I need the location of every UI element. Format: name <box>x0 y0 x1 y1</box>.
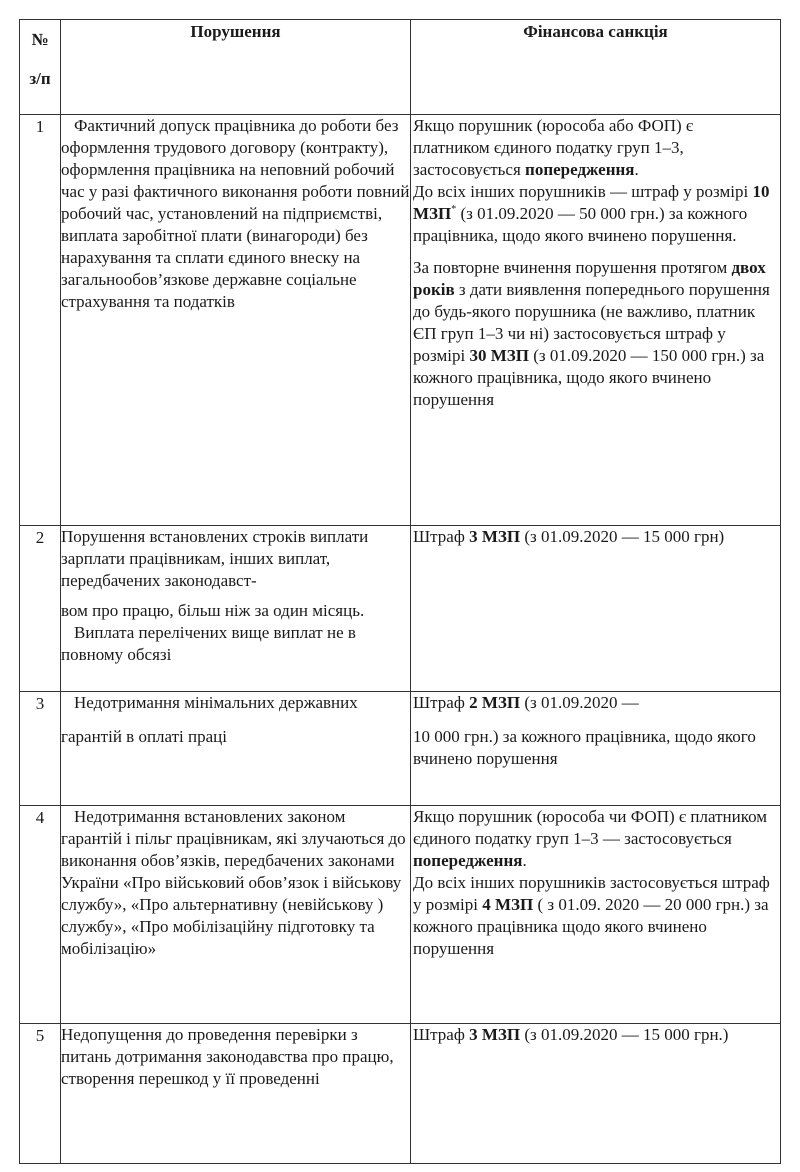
table-row <box>20 692 781 806</box>
header-number <box>20 20 61 115</box>
violation-text: Фактичний допуск працівника до роботи без оформлення трудового договору (контракту), оформлення працівника на неповний робочий час у разі фактичного виконання роботи повний робочий час, установлений на підприємстві, виплата заробітної плати (винагороди) без нарахування та сплати єдиного внеску на загальнообов’язкове державне соціальне страхування та податків <box>61 116 410 311</box>
sanction-paragraph: 10 000 грн.) за кожного працівника, щодо якого вчинено порушення <box>413 727 756 768</box>
sanction-text: . <box>522 851 527 870</box>
footnote-mark: * <box>451 204 457 215</box>
sanction-text: Штраф <box>413 1025 470 1044</box>
sanction-text: До всіх інших порушників — штраф у розмірі <box>413 182 753 201</box>
violation-cell <box>61 806 411 1024</box>
violation-text: Недотримання мінімальних державних <box>74 693 358 712</box>
sanction-paragraph <box>413 257 774 411</box>
sanction-bold: 30 МЗП <box>469 346 529 365</box>
header-number-line1: № <box>31 30 49 49</box>
row-number: 2 <box>20 526 61 692</box>
sanction-text: . <box>634 160 639 179</box>
sanction-bold: 3 МЗП <box>469 527 521 546</box>
violation-text: Недотримання встановлених законом гарантій і пільг працівникам, які злучаються до виконання обов’язків, передбачених законами України «Про військовий обов’язок і військову службу», «Про альтернативну (невійськову ) службу», «Про мобілізаційну підготовку та мобілізацію» <box>61 807 406 958</box>
row-number: 1 <box>20 115 61 526</box>
sanction-paragraph <box>413 526 774 548</box>
violation-text: Виплата перелічених вище виплат не в повному обсязі <box>61 623 356 664</box>
sanction-paragraph <box>413 872 774 960</box>
sanction-cell <box>411 526 781 692</box>
table-row <box>20 806 781 1024</box>
sanction-cell <box>411 115 781 526</box>
sanction-text: (з 01.09.2020 — 50 000 грн.) за кожного працівника, щодо якого вчинено порушення. <box>413 204 748 245</box>
header-sanction: Фінансова санкція <box>411 20 781 115</box>
sanction-paragraph <box>413 806 774 872</box>
sanction-paragraph <box>413 181 774 247</box>
sanction-bold: попередження <box>413 851 523 870</box>
sanction-text: (з 01.09.2020 — 15 000 грн.) <box>520 1025 729 1044</box>
sanction-cell <box>411 692 781 806</box>
table-row <box>20 526 781 692</box>
sanction-cell <box>411 806 781 1024</box>
sanction-text: Штраф <box>413 693 470 712</box>
row-number: 5 <box>20 1024 61 1164</box>
violation-text: гарантій в оплаті праці <box>61 727 227 746</box>
violation-text: Недопущення до проведення перевірки з питань дотримання законодавства про працю, створення перешкод у її проведенні <box>61 1025 394 1088</box>
sanction-text: Штраф <box>413 527 470 546</box>
sanction-bold: 10 МЗП <box>413 182 770 223</box>
sanction-text: За повторне вчинення порушення протягом <box>413 258 732 277</box>
sanction-text: ( з 01.09. 2020 — 20 000 грн.) за кожного працівника щодо якого вчинено порушення <box>413 895 769 958</box>
sanction-bold: двох років <box>413 258 766 299</box>
sanction-bold: 3 МЗП <box>469 1025 521 1044</box>
sanction-paragraph <box>413 692 774 714</box>
sanctions-table <box>19 19 781 1164</box>
sanction-text: (з 01.09.2020 — 150 000 грн.) за кожного працівника, щодо якого вчинено порушення <box>413 346 765 409</box>
row-number: 4 <box>20 806 61 1024</box>
violation-text: вом про працю, більш ніж за один місяць. <box>61 601 365 620</box>
header-row <box>20 20 781 115</box>
sanction-bold: 2 МЗП <box>469 693 521 712</box>
sanction-cell <box>411 1024 781 1164</box>
header-number-line2: з/п <box>29 69 51 88</box>
sanction-bold: попередження <box>525 160 635 179</box>
violation-cell <box>61 1024 411 1164</box>
row-number: 3 <box>20 692 61 806</box>
violation-cell <box>61 526 411 692</box>
violation-cell <box>61 692 411 806</box>
sanction-text: Якщо порушник (юрособа чи ФОП) є платником єдиного податку груп 1–3 — застосовується <box>413 807 768 848</box>
sanction-text: (з 01.09.2020 — <box>520 693 639 712</box>
sanction-text: Якщо порушник (юрособа або ФОП) є платником єдиного податку груп 1–3, застосовується <box>413 116 694 179</box>
table-row <box>20 1024 781 1164</box>
violation-cell <box>61 115 411 526</box>
sanction-text: (з 01.09.2020 — 15 000 грн) <box>520 527 725 546</box>
sanction-text: з дати виявлення попереднього порушення до будь-якого порушника (не важливо, платник ЄП груп 1–3 чи ні) застосовується штраф у розмірі <box>413 280 770 365</box>
sanction-text: До всіх інших порушників застосовується штраф у розмірі <box>413 873 770 914</box>
sanction-bold: 4 МЗП <box>482 895 534 914</box>
table-row <box>20 115 781 526</box>
sanction-paragraph <box>413 1024 774 1046</box>
violation-text: Порушення встановлених строків виплати зарплати працівникам, інших виплат, передбачених законодавст- <box>61 527 373 590</box>
sanction-paragraph <box>413 115 774 181</box>
header-violation: Порушення <box>61 20 411 115</box>
